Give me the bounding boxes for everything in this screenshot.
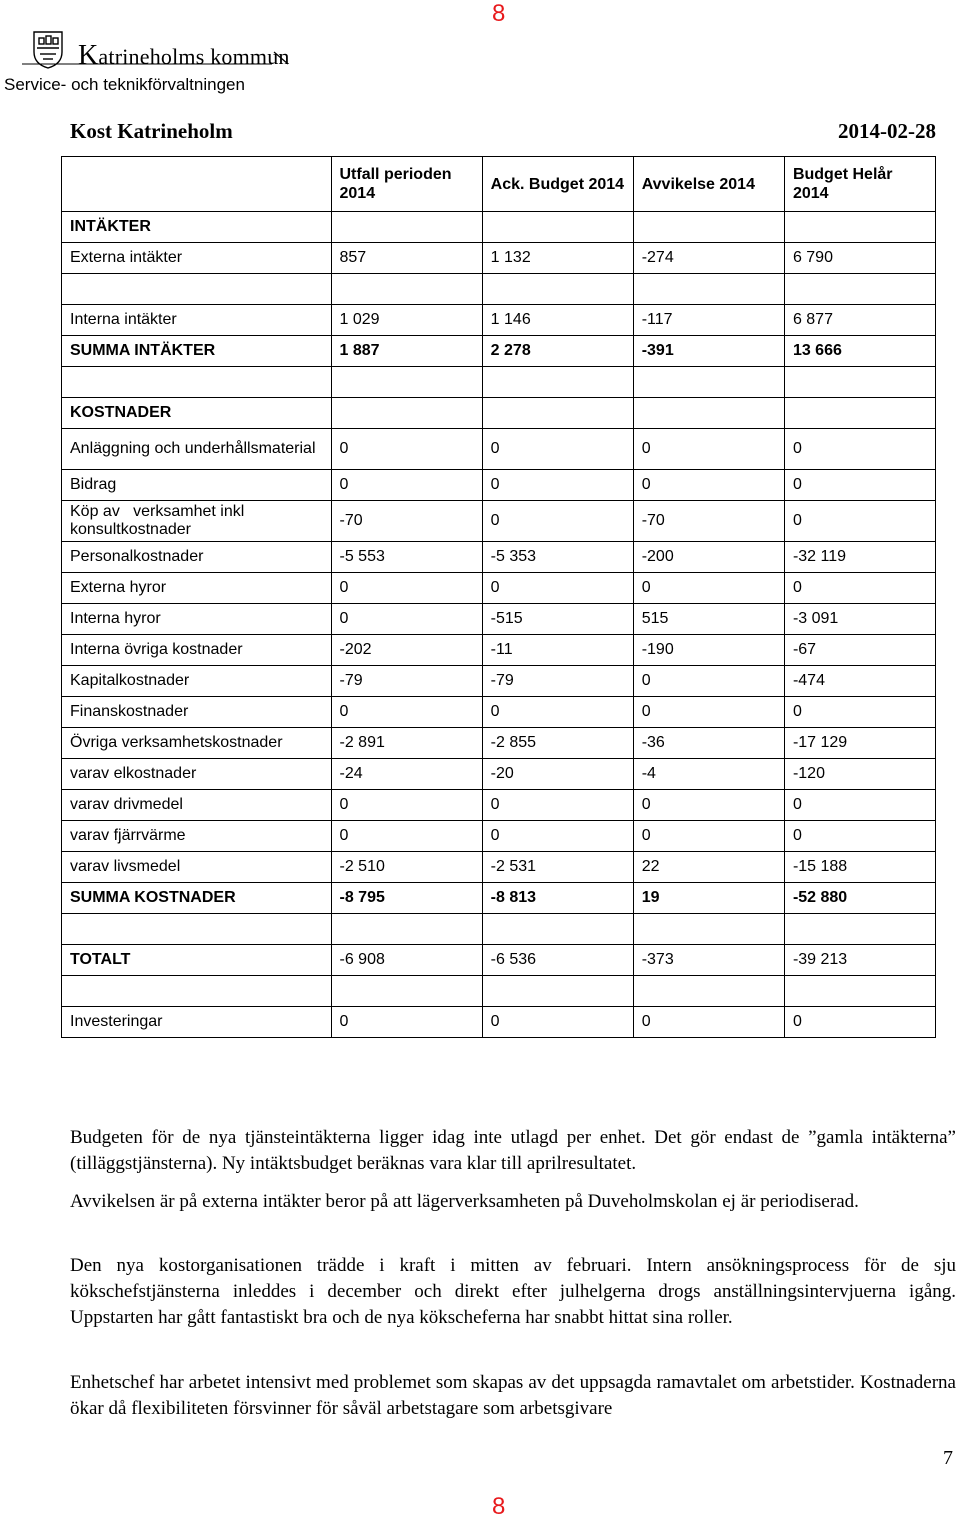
cell-ack-budget: -2 531 [482,852,633,883]
cell-ack-budget: -2 855 [482,728,633,759]
header-empty-cell [62,157,332,212]
cell-budget-helar: 0 [784,429,935,470]
cell-avvikelse: -190 [633,635,784,666]
cell-ack-budget: -20 [482,759,633,790]
cell-utfall: 1 887 [331,336,482,367]
department-name: Service- och teknikförvaltningen [4,75,245,94]
header-ack-budget: Ack. Budget 2014 [482,157,633,212]
cell-ack-budget: 0 [482,697,633,728]
row-label: Investeringar [62,1007,332,1038]
cell-utfall: -24 [331,759,482,790]
organization-name: Katrineholms kommun [78,40,290,71]
row-label: TOTALT [62,945,332,976]
table-row [62,759,936,790]
cell-utfall: 1 029 [331,305,482,336]
cell-ack-budget: 1 132 [482,243,633,274]
cell-ack-budget: 0 [482,573,633,604]
empty-row [62,274,936,305]
cell-utfall: 857 [331,243,482,274]
row-label: Externa intäkter [62,243,332,274]
cell-utfall: 0 [331,470,482,501]
cell-budget-helar: -15 188 [784,852,935,883]
cell-budget-helar: -17 129 [784,728,935,759]
cell-utfall: -5 553 [331,542,482,573]
cell-budget-helar: -474 [784,666,935,697]
grand-total-row [62,945,936,976]
section-label-income: INTÄKTER [62,212,332,243]
cell-budget-helar: 13 666 [784,336,935,367]
cell-utfall: -2 510 [331,852,482,883]
section-row-income [62,212,936,243]
cell-utfall: 0 [331,1007,482,1038]
page-number: 7 [943,1447,953,1469]
row-label: Anläggning och underhållsmaterial [62,429,332,470]
row-label: varav fjärrvärme [62,821,332,852]
cell-avvikelse: 0 [633,821,784,852]
table-row [62,728,936,759]
cell-utfall: 0 [331,429,482,470]
cell-avvikelse: -36 [633,728,784,759]
cell-ack-budget: -11 [482,635,633,666]
cell-utfall: -70 [331,501,482,542]
empty-row [62,367,936,398]
empty-row [62,914,936,945]
cell-budget-helar: 0 [784,790,935,821]
cell-utfall: 0 [331,697,482,728]
cell-avvikelse: 0 [633,697,784,728]
empty-row [62,976,936,1007]
cell-avvikelse: -391 [633,336,784,367]
row-label: Externa hyror [62,573,332,604]
row-label: Kapitalkostnader [62,666,332,697]
page-marker-top: 8 [492,0,506,27]
table-row [62,429,936,470]
cell-ack-budget: 2 278 [482,336,633,367]
table-row [62,1007,936,1038]
row-label: Finanskostnader [62,697,332,728]
cell-avvikelse: 0 [633,790,784,821]
cell-budget-helar: 6 877 [784,305,935,336]
cell-utfall: -202 [331,635,482,666]
table-row [62,852,936,883]
cell-avvikelse: 22 [633,852,784,883]
table-row [62,790,936,821]
note-paragraph: Budgeten för de nya tjänsteintäkterna ligger idag inte utlagd per enhet. Det gör endast de ”gamla intäkterna” (tilläggstjänsterna). Ny intäktsbudget beräknas vara klar till aprilresultatet. [70,1127,956,1174]
cell-utfall: -6 908 [331,945,482,976]
cell-budget-helar: -32 119 [784,542,935,573]
row-label: Personalkostnader [62,542,332,573]
cell-ack-budget: -6 536 [482,945,633,976]
section-label-costs: KOSTNADER [62,398,332,429]
cell-budget-helar: 0 [784,697,935,728]
table-row [62,604,936,635]
table-row [62,697,936,728]
table-row [62,635,936,666]
cell-avvikelse: -4 [633,759,784,790]
row-label: varav drivmedel [62,790,332,821]
cell-budget-helar: 0 [784,573,935,604]
cell-budget-helar: -52 880 [784,883,935,914]
cell-avvikelse: 0 [633,666,784,697]
cell-avvikelse: -274 [633,243,784,274]
cell-utfall: -8 795 [331,883,482,914]
cell-ack-budget: 0 [482,1007,633,1038]
cell-avvikelse: -70 [633,501,784,542]
table-row [62,470,936,501]
coat-of-arms-icon [34,32,62,68]
row-label: Köp av verksamhet inkl konsultkostnader [62,501,332,542]
row-label: SUMMA KOSTNADER [62,883,332,914]
table-row [62,243,936,274]
cell-ack-budget: 0 [482,790,633,821]
row-label: SUMMA INTÄKTER [62,336,332,367]
cell-ack-budget: 1 146 [482,305,633,336]
cell-avvikelse: 515 [633,604,784,635]
header-budget-helar: Budget Helår 2014 [784,157,935,212]
cell-budget-helar: -67 [784,635,935,666]
note-paragraph: Enhetschef har arbetet intensivt med problemet som skapas av det uppsagda ramavtalet om arbetstider. Kostnaderna ökar då flexibiliteten försvinner för såväl arbetstagare som arbetsgivare [70,1372,956,1419]
table-header-row [62,157,936,212]
cell-utfall: 0 [331,604,482,635]
table-row [62,305,936,336]
row-label: Interna övriga kostnader [62,635,332,666]
page-marker-bottom: 8 [492,1493,506,1520]
cell-avvikelse: 0 [633,429,784,470]
cell-ack-budget: 0 [482,470,633,501]
cell-utfall: 0 [331,573,482,604]
header-avvikelse: Avvikelse 2014 [633,157,784,212]
cell-utfall: -79 [331,666,482,697]
row-label: Bidrag [62,470,332,501]
cell-ack-budget: 0 [482,429,633,470]
row-label: varav elkostnader [62,759,332,790]
row-label: Interna intäkter [62,305,332,336]
table-row [62,501,936,542]
cell-ack-budget: -515 [482,604,633,635]
cell-ack-budget: -8 813 [482,883,633,914]
cell-avvikelse: -200 [633,542,784,573]
note-paragraph: Den nya kostorganisationen trädde i kraft i mitten av februari. Intern ansökningsprocess för de sju kökschefstjänsterna inleddes i december och direkt efter julhelgerna drogs anställningsintervjuerna igång. Uppstarten har gått fantastiskt bra och de nya kökscheferna har snabbt hittat sina roller. [70,1255,956,1328]
cell-budget-helar: 0 [784,501,935,542]
page-title: Kost Katrineholm [70,119,233,143]
cell-ack-budget: 0 [482,501,633,542]
cell-avvikelse: 0 [633,573,784,604]
cell-ack-budget: -5 353 [482,542,633,573]
cell-budget-helar: 0 [784,821,935,852]
row-label: Övriga verksamhetskostnader [62,728,332,759]
note-paragraph: Avvikelsen är på externa intäkter beror på att lägerverksamheten på Duveholmskolan ej är periodiserad. [70,1191,859,1212]
cell-ack-budget: -79 [482,666,633,697]
cell-avvikelse: 0 [633,470,784,501]
cell-utfall: -2 891 [331,728,482,759]
cell-ack-budget: 0 [482,821,633,852]
cell-budget-helar: 0 [784,1007,935,1038]
financial-table [61,156,936,1038]
table-row [62,542,936,573]
table-row [62,821,936,852]
cell-avvikelse: -117 [633,305,784,336]
row-label: varav livsmedel [62,852,332,883]
cell-budget-helar: -120 [784,759,935,790]
total-row-costs [62,883,936,914]
cell-budget-helar: -3 091 [784,604,935,635]
section-row-costs [62,398,936,429]
total-row-income [62,336,936,367]
cell-avvikelse: -373 [633,945,784,976]
table-row [62,666,936,697]
cell-budget-helar: 0 [784,470,935,501]
cell-budget-helar: 6 790 [784,243,935,274]
row-label: Interna hyror [62,604,332,635]
cell-budget-helar: -39 213 [784,945,935,976]
report-date: 2014-02-28 [838,119,936,143]
cell-avvikelse: 0 [633,1007,784,1038]
header-utfall: Utfall perioden 2014 [331,157,482,212]
cell-avvikelse: 19 [633,883,784,914]
cell-utfall: 0 [331,790,482,821]
table-row [62,573,936,604]
cell-utfall: 0 [331,821,482,852]
